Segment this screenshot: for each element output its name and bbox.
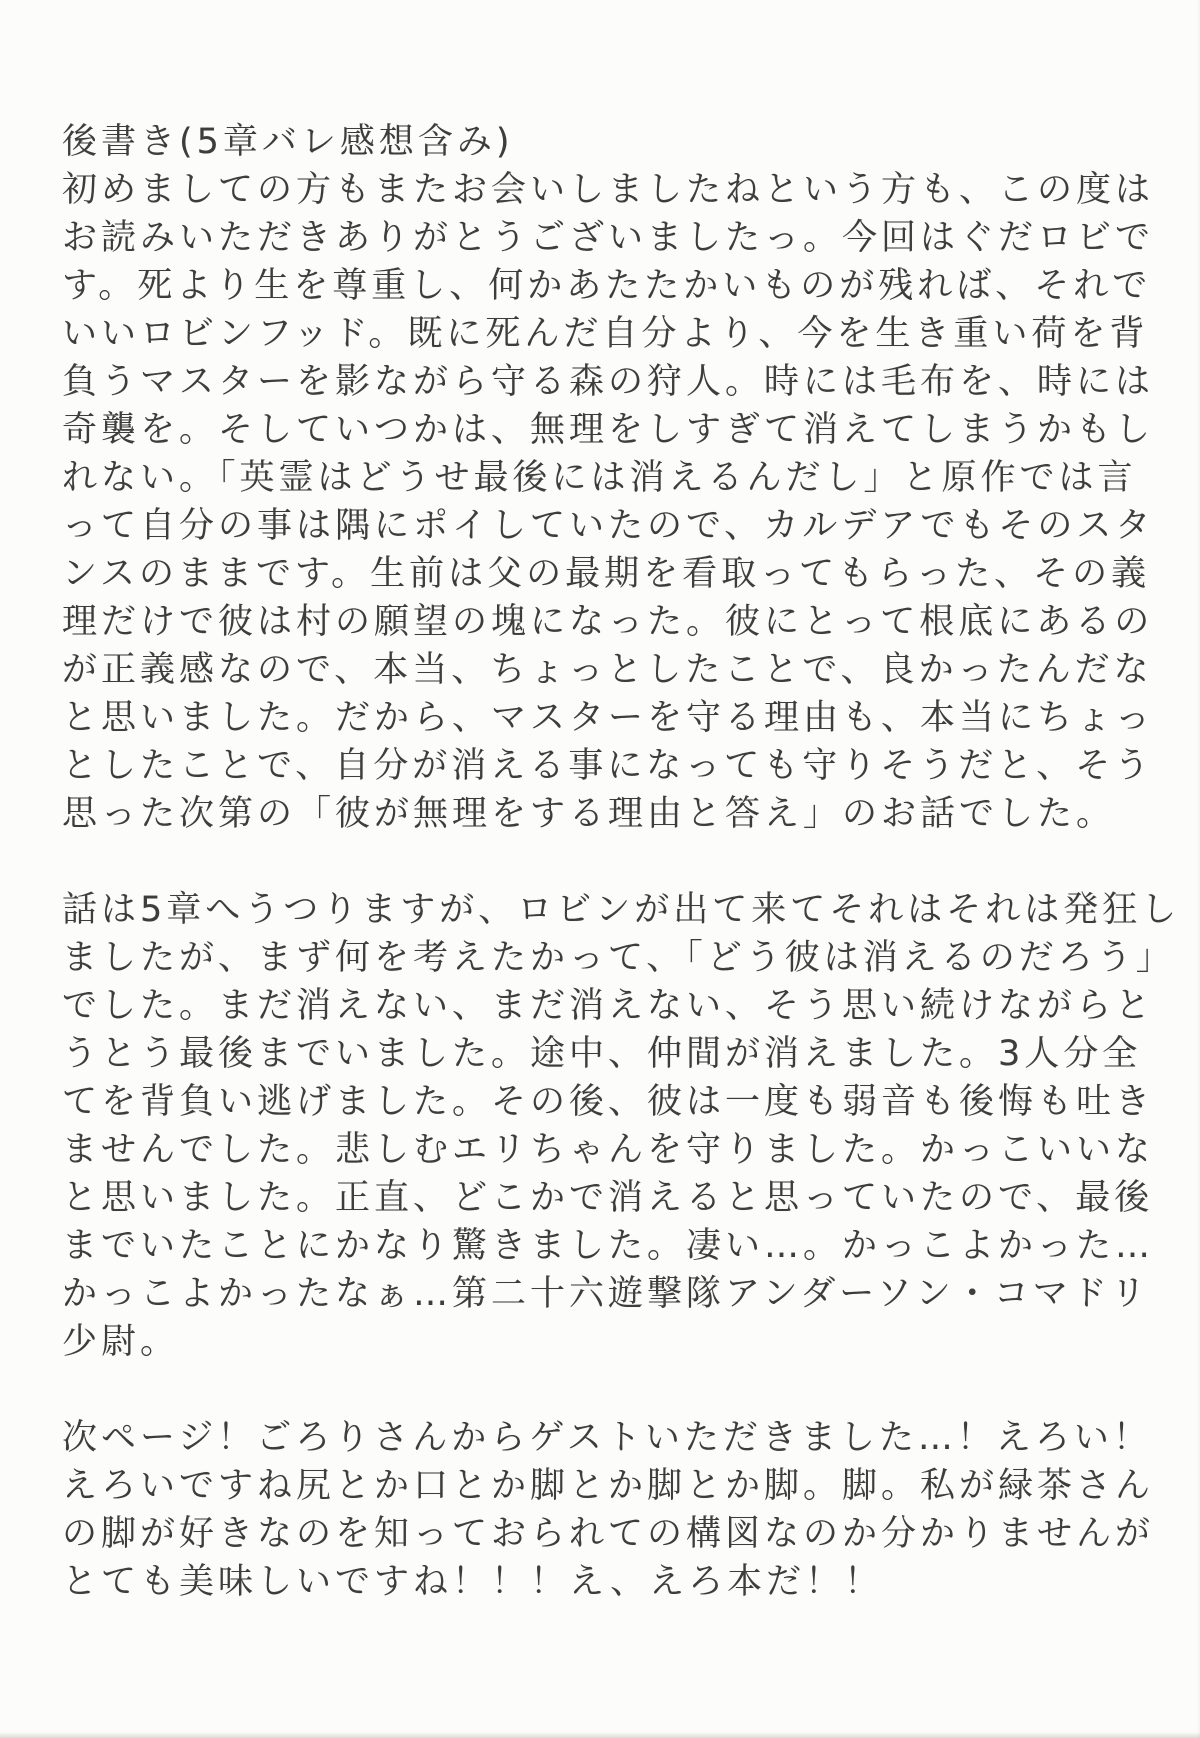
text-line: と思いました。だから、マスターを守る理由も、本当にちょっ bbox=[62, 698, 1155, 738]
scan-edge-bottom bbox=[0, 1732, 1200, 1738]
text-line: 思った次第の「彼が無理をする理由と答え」のお話でした。 bbox=[62, 794, 1116, 834]
text-line: って自分の事は隅にポイしていたので、カルデアでもそのスタ bbox=[62, 506, 1155, 546]
text-line: としたことで、自分が消える事になっても守りそうだと、そう bbox=[62, 746, 1154, 786]
text-line: す。死より生を尊重し、何かあたたかいものが残れば、それで bbox=[62, 266, 1152, 306]
text-line: えろいですね尻とか口とか脚とか脚とか脚。脚。私が緑茶さん bbox=[62, 1466, 1155, 1506]
afterword-title: 後書き(5章バレ感想含み) bbox=[62, 122, 514, 162]
text-line: てを背負い逃げました。その後、彼は一度も弱音も後悔も吐き bbox=[62, 1082, 1155, 1122]
text-line: 次ページ！ごろりさんからゲストいただきました…！えろい！ bbox=[62, 1418, 1152, 1458]
paragraph bbox=[62, 166, 1172, 838]
afterword-paragraphs bbox=[62, 166, 1181, 1606]
paragraph bbox=[62, 1414, 1172, 1606]
text-line: ませんでした。悲しむエリちゃんを守りました。かっこいいな bbox=[62, 1130, 1155, 1170]
text-line: お読みいただきありがとうございましたっ。今回はぐだロビで bbox=[62, 218, 1155, 258]
afterword-text-block bbox=[62, 118, 1181, 1606]
text-line: 奇襲を。そしていつかは、無理をしすぎて消えてしまうかもし bbox=[62, 410, 1155, 450]
text-line: が正義感なので、本当、ちょっとしたことで、良かったんだな bbox=[62, 650, 1153, 690]
text-line: 負うマスターを影ながら守る森の狩人。時には毛布を、時には bbox=[62, 362, 1155, 402]
text-line: 少尉。 bbox=[62, 1322, 180, 1362]
text-line: ンスのままです。生前は父の最期を看取ってもらった、その義 bbox=[62, 554, 1151, 594]
text-line: と思いました。正直、どこかで消えると思っていたので、最後 bbox=[62, 1178, 1154, 1218]
text-line: 理だけで彼は村の願望の塊になった。彼にとって根底にあるの bbox=[62, 602, 1154, 642]
text-line: いいロビンフッド。既に死んだ自分より、今を生き重い荷を背 bbox=[62, 314, 1149, 354]
text-line: の脚が好きなのを知っておられての構図なのか分かりませんが bbox=[62, 1514, 1155, 1554]
text-line: でした。まだ消えない、まだ消えない、そう思い続けながらと bbox=[62, 986, 1155, 1026]
text-line: 初めましての方もまたお会いしましたねという方も、この度は bbox=[62, 170, 1155, 210]
text-line: れない。「英霊はどうせ最後には消えるんだし」と原作では言 bbox=[62, 458, 1137, 498]
text-line: うとう最後までいました。途中、仲間が消えました。3人分全 bbox=[62, 1034, 1142, 1074]
text-line: 話は5章へうつりますが、ロビンが出て来てそれはそれは発狂し bbox=[62, 890, 1181, 930]
paragraph bbox=[62, 886, 1181, 1366]
text-line: かっこよかったなぁ…第二十六遊撃隊アンダーソン・コマドリ bbox=[62, 1274, 1150, 1314]
text-line: とても美味しいですね！！！え、えろ本だ！！ bbox=[62, 1562, 884, 1602]
text-line: までいたことにかなり驚きました。凄い…。かっこよかった… bbox=[62, 1226, 1155, 1266]
text-line: ましたが、まず何を考えたかって、「どう彼は消えるのだろう」 bbox=[62, 938, 1175, 978]
